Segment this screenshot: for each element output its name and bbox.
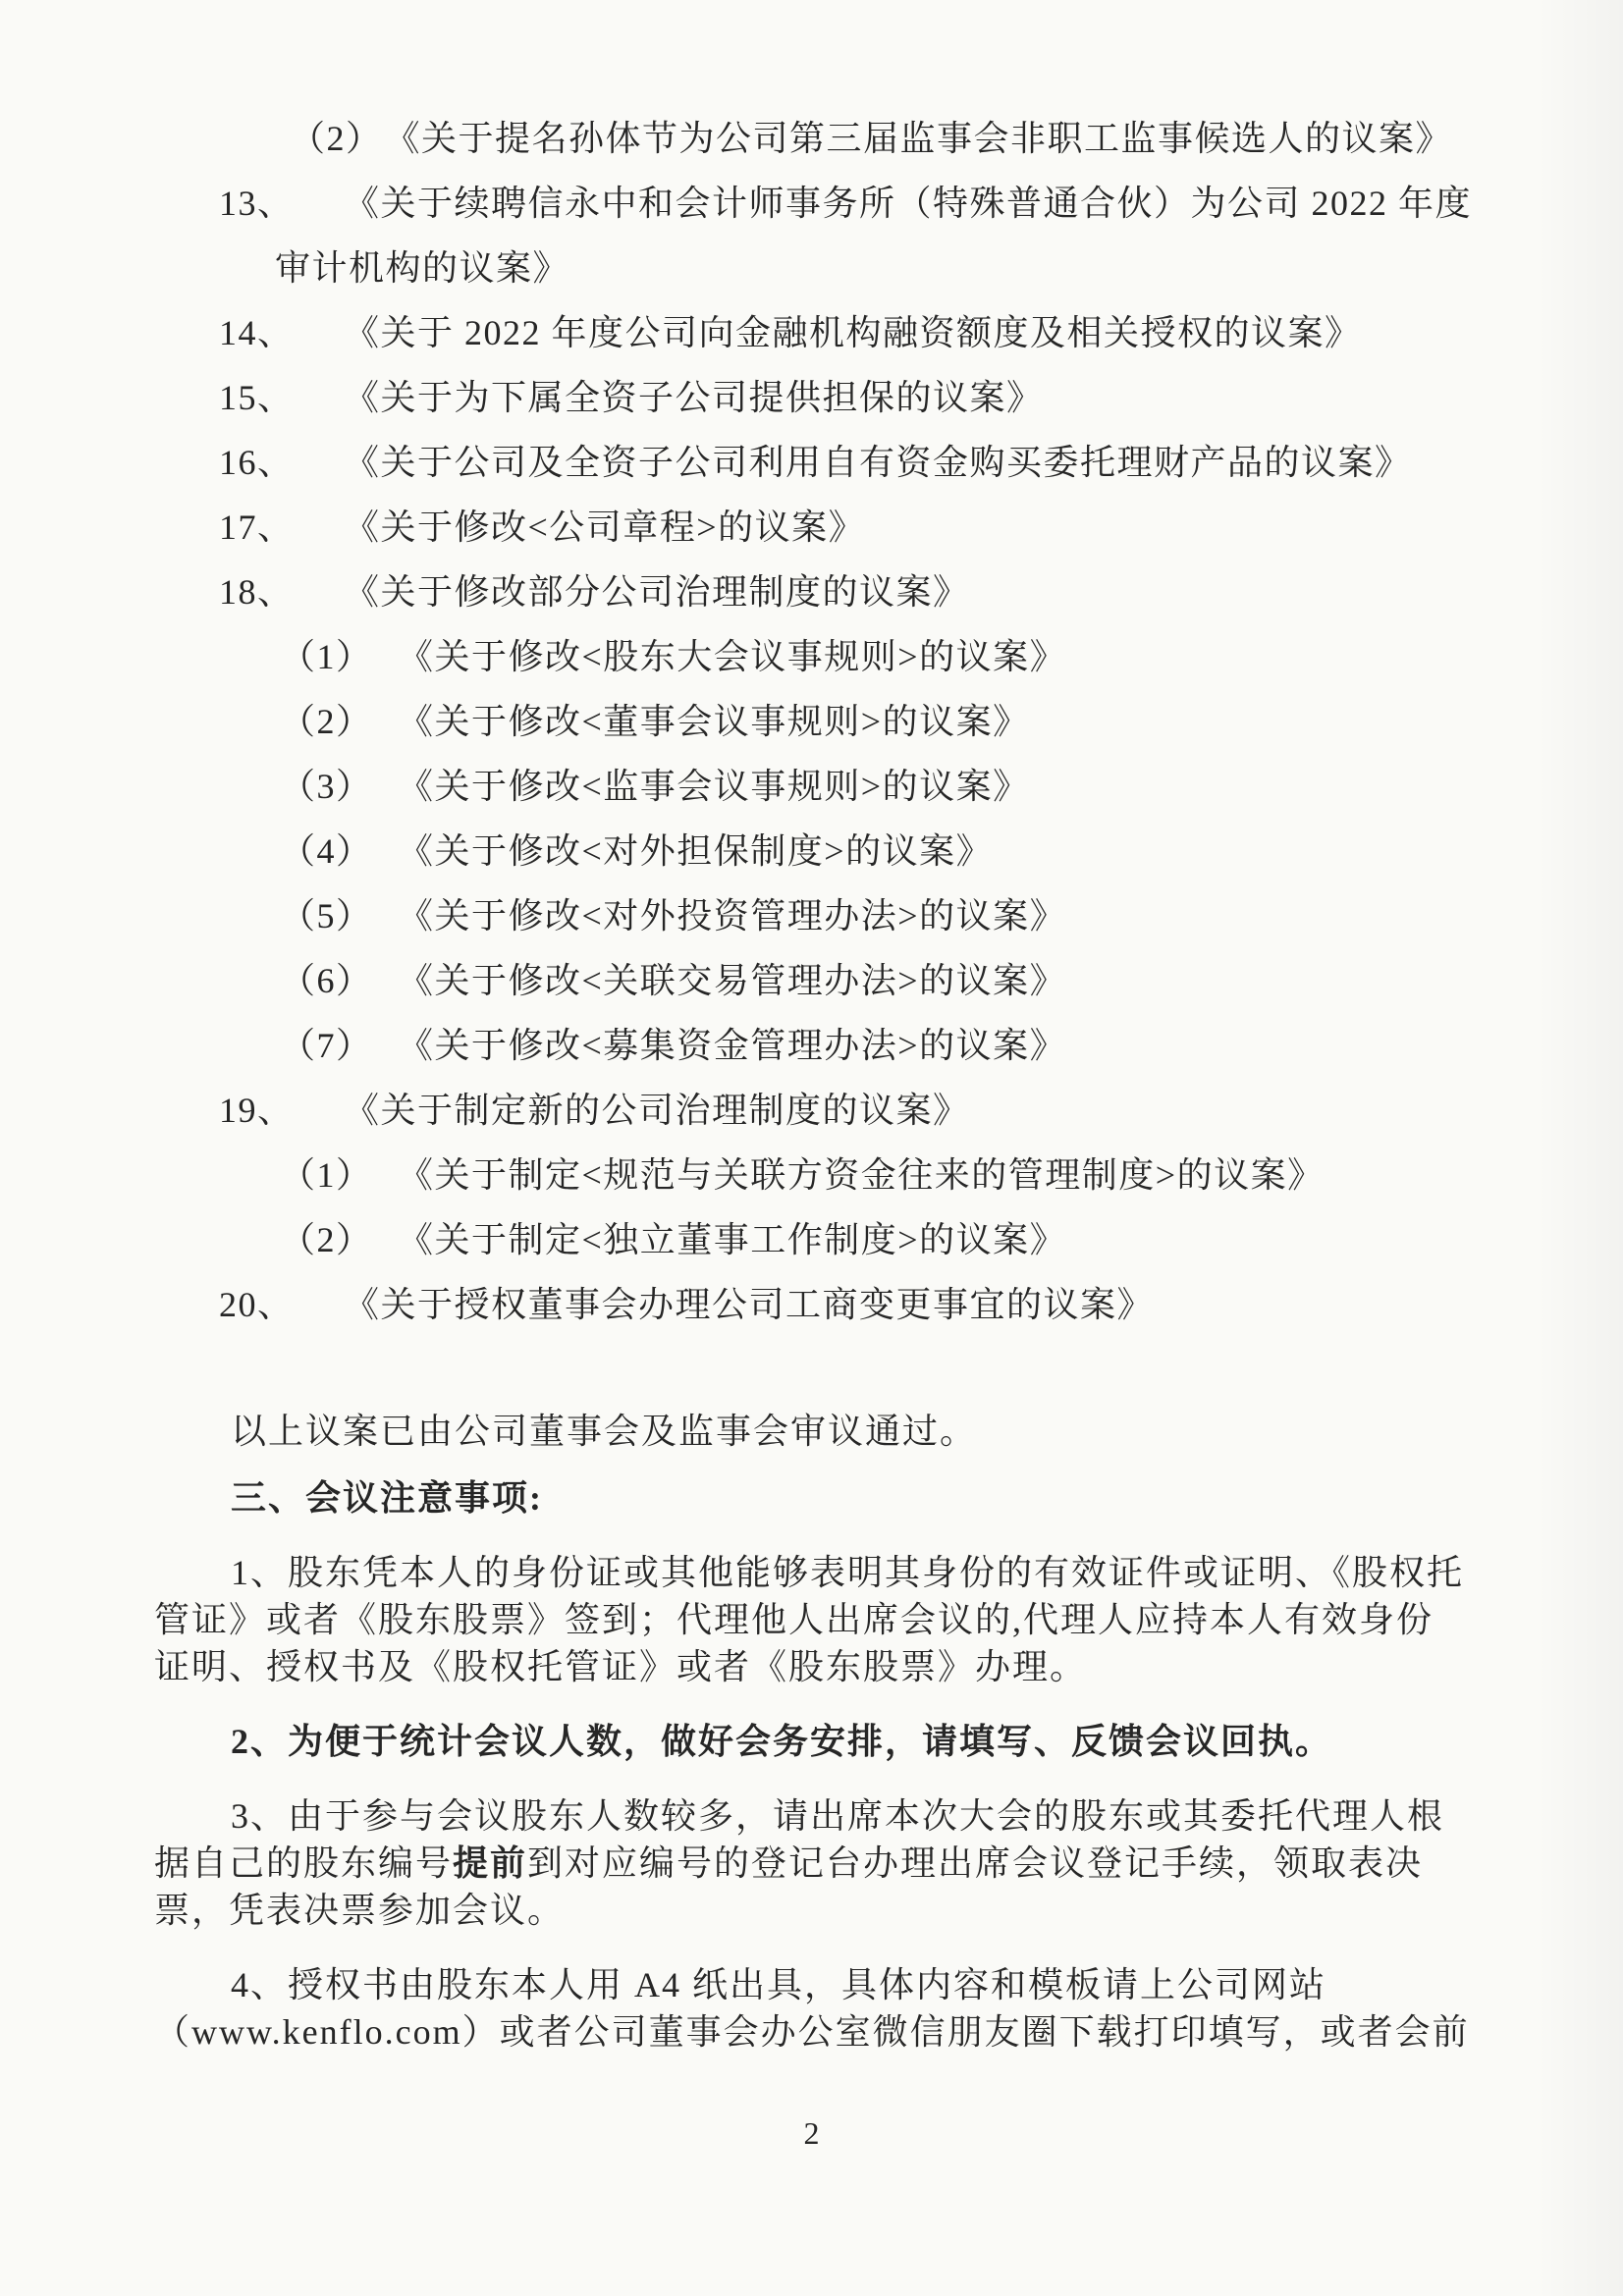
note-2-line-1: 2、为便于统计会议人数，做好会务安排，请填写、反馈会议回执。 xyxy=(231,1722,1333,1761)
note-3-line-2-bold: 提前 xyxy=(453,1843,528,1883)
note-1-line-2: 管证》或者《股东股票》签到；代理他人出席会议的,代理人应持本人有效身份 xyxy=(154,1600,1434,1639)
section-heading: 三、会议注意事项: xyxy=(231,1478,543,1518)
proposal-list xyxy=(0,103,1623,1334)
note-3-line-3: 票，凭表决票参加会议。 xyxy=(154,1891,566,1930)
item-marker: （3） xyxy=(280,766,373,806)
proposal-subitem xyxy=(0,1204,1623,1269)
item-marker: （4） xyxy=(280,830,373,871)
item-marker: 16、 xyxy=(219,442,295,482)
note-item-4 xyxy=(154,1961,1475,2056)
note-3-line-2 xyxy=(154,1840,1475,1887)
item-text: 《关于制定新的公司治理制度的议案》 xyxy=(344,1090,970,1130)
note-item-2 xyxy=(154,1718,1475,1765)
proposal-item xyxy=(0,168,1623,233)
proposal-subitem xyxy=(0,945,1623,1010)
note-item-1 xyxy=(154,1549,1475,1690)
item-marker: （7） xyxy=(280,1025,373,1065)
item-marker: （6） xyxy=(280,960,373,1000)
note-3-line-2-post: 到对应编号的登记台办理出席会议登记手续，领取表决 xyxy=(527,1843,1424,1883)
item-text: 《关于修改<股东大会议事规则>的议案》 xyxy=(398,636,1067,676)
proposal-subitem xyxy=(0,751,1623,816)
item-marker: （2） xyxy=(280,701,373,741)
page-number: 2 xyxy=(803,2115,820,2151)
item-marker: （1） xyxy=(280,1154,373,1195)
note-4-line-2: （www.kenflo.com）或者公司董事会办公室微信朋友圈下载打印填写，或者会前 xyxy=(154,2012,1470,2052)
item-marker: 14、 xyxy=(219,312,295,352)
note-4-line-1: 4、授权书由股东本人用 A4 纸出具，具体内容和模板请上公司网站 xyxy=(231,1965,1326,2004)
proposal-item-continuation xyxy=(0,233,1623,297)
note-1-line-1: 1、股东凭本人的身份证或其他能够表明其身份的有效证件或证明、《股权托 xyxy=(231,1553,1465,1592)
proposal-item xyxy=(0,103,1623,168)
proposal-item xyxy=(0,1075,1623,1140)
proposal-subitem xyxy=(0,621,1623,686)
item-text: 《关于公司及全资子公司利用自有资金购买委托理财产品的议案》 xyxy=(344,442,1412,482)
approval-note: 以上议案已由公司董事会及监事会审议通过。 xyxy=(231,1412,978,1451)
item-marker: 13、 xyxy=(219,183,295,223)
item-marker: 20、 xyxy=(219,1284,295,1324)
proposal-item xyxy=(0,492,1623,557)
item-text: 《关于修改<公司章程>的议案》 xyxy=(344,507,866,547)
item-marker: （5） xyxy=(280,895,373,935)
proposal-subitem xyxy=(0,881,1623,945)
item-text: 《关于授权董事会办理公司工商变更事宜的议案》 xyxy=(344,1284,1155,1324)
item-text: 《关于制定<独立董事工作制度>的议案》 xyxy=(398,1219,1067,1259)
note-3-line-2-pre: 据自己的股东编号 xyxy=(154,1843,454,1883)
item-text: 《关于修改<董事会议事规则>的议案》 xyxy=(398,701,1030,741)
item-marker: 17、 xyxy=(219,507,295,547)
proposal-item xyxy=(0,1269,1623,1334)
item-text: 《关于续聘信永中和会计师事务所（特殊普通合伙）为公司 2022 年度 xyxy=(344,183,1473,223)
proposal-subitem xyxy=(0,816,1623,881)
meeting-notes-section xyxy=(154,1408,1475,2056)
item-marker: 18、 xyxy=(219,571,295,612)
item-marker: 19、 xyxy=(219,1090,295,1130)
note-1-line-3: 证明、授权书及《股权托管证》或者《股东股票》办理。 xyxy=(154,1647,1088,1686)
proposal-subitem xyxy=(0,686,1623,751)
item-text: 《关于修改<监事会议事规则>的议案》 xyxy=(398,766,1030,806)
note-item-3 xyxy=(154,1792,1475,1934)
item-text: 《关于修改部分公司治理制度的议案》 xyxy=(344,571,970,612)
item-marker: （1） xyxy=(280,636,373,676)
proposal-subitem xyxy=(0,1010,1623,1075)
item-marker: （2） xyxy=(280,1219,373,1259)
proposal-item xyxy=(0,427,1623,492)
proposal-item xyxy=(0,362,1623,427)
item-text: 《关于 2022 年度公司向金融机构融资额度及相关授权的议案》 xyxy=(344,312,1362,352)
note-3-line-1: 3、由于参与会议股东人数较多，请出席本次大会的股东或其委托代理人根 xyxy=(231,1796,1445,1836)
item-marker: 15、 xyxy=(219,377,295,417)
item-text: 《关于修改<关联交易管理办法>的议案》 xyxy=(398,960,1067,1000)
item-text: 《关于为下属全资子公司提供担保的议案》 xyxy=(344,377,1044,417)
proposal-item xyxy=(0,557,1623,621)
item-text: 《关于提名孙体节为公司第三届监事会非职工监事候选人的议案》 xyxy=(384,118,1453,158)
item-text: 《关于修改<募集资金管理办法>的议案》 xyxy=(398,1025,1067,1065)
proposal-item xyxy=(0,297,1623,362)
item-text: 《关于修改<对外担保制度>的议案》 xyxy=(398,830,994,871)
item-text: 《关于制定<规范与关联方资金往来的管理制度>的议案》 xyxy=(398,1154,1325,1195)
item-text: 《关于修改<对外投资管理办法>的议案》 xyxy=(398,895,1067,935)
proposal-subitem xyxy=(0,1140,1623,1204)
item-text: 审计机构的议案》 xyxy=(275,247,570,288)
item-marker: （2） xyxy=(290,118,383,158)
